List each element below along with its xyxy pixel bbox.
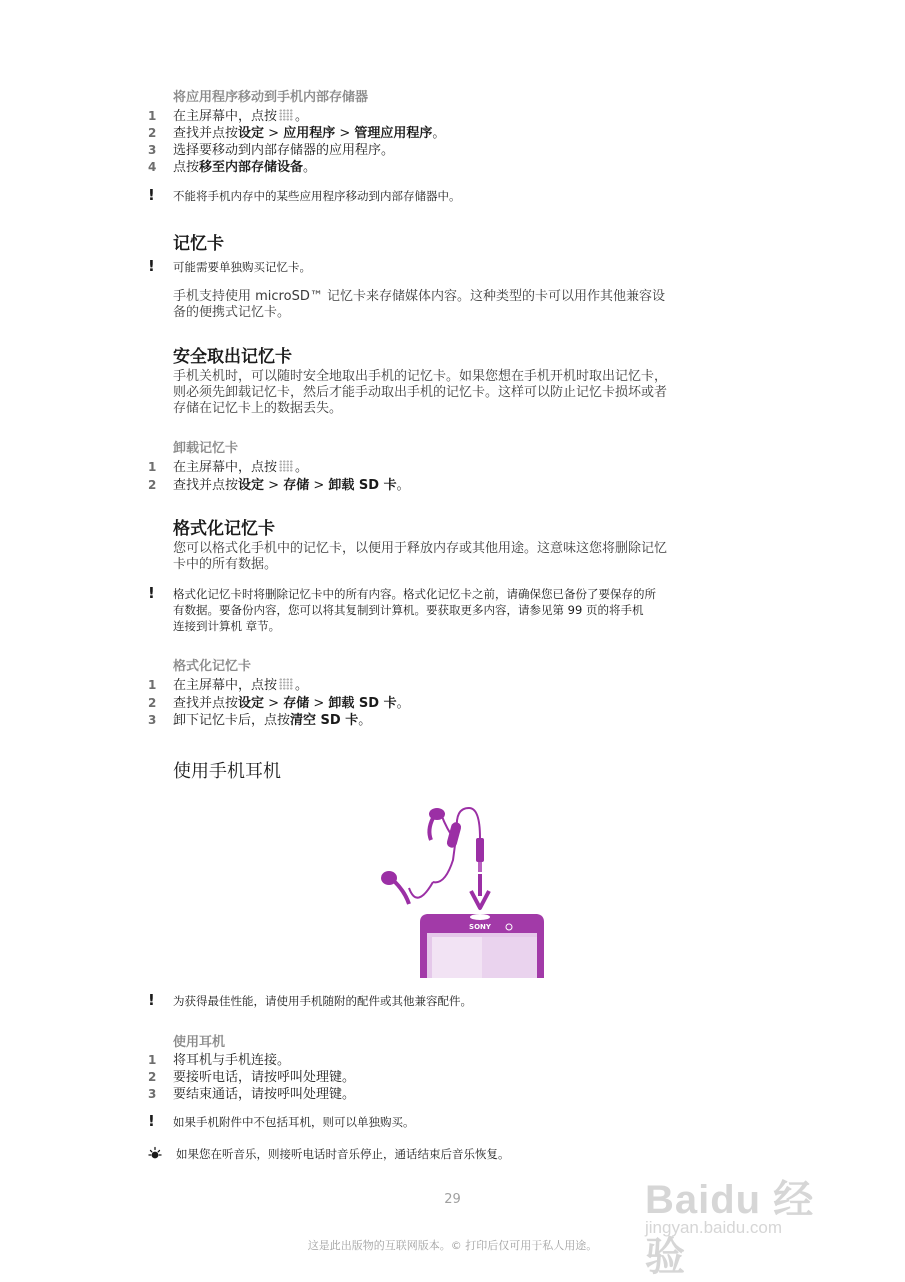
menu-path-item: 卸载 SD 卡: [328, 696, 397, 711]
watermark-url: jingyan.baidu.com: [645, 1218, 783, 1237]
step: [148, 459, 308, 476]
step-text-end: 。: [396, 696, 410, 711]
step: [148, 477, 410, 494]
note-text: [173, 586, 656, 634]
tip-text: 如果您在听音乐，则接听电话时音乐停止，通话结束后音乐恢复。: [176, 1147, 510, 1161]
step-text-end: 。: [295, 678, 309, 693]
paragraph-line: 存储在记忆卡上的数据丢失。: [173, 401, 343, 416]
headset-jack-port: [470, 914, 490, 920]
path-separator: >: [264, 478, 284, 493]
step-text-end: 。: [303, 160, 317, 175]
note-line: 连接到计算机 章节。: [173, 619, 281, 633]
step-number: 3: [148, 143, 157, 157]
baidu-watermark: [645, 1168, 845, 1279]
paragraph: [173, 289, 665, 321]
step-number: 2: [148, 696, 157, 710]
step: [148, 142, 394, 159]
step-text: 选择要移动到内部存储器的应用程序。: [173, 143, 395, 158]
phone-brand-label: SONY: [469, 923, 491, 931]
footer-notice: 这是此出版物的互联网版本。© 打印后仅可用于私人用途。: [307, 1239, 598, 1252]
note: [148, 259, 748, 275]
step-text: 查找并点按: [173, 696, 239, 711]
step-text: 将耳机与手机连接。: [173, 1053, 291, 1068]
step-text: 点按: [173, 160, 200, 175]
note: [148, 188, 748, 204]
path-separator: >: [335, 126, 355, 141]
step-text: 在主屏幕中，点按: [173, 678, 278, 693]
paragraph-line: 则必须先卸载记忆卡，然后才能手动取出手机的记忆卡。这样可以防止记忆卡损坏或者: [173, 385, 668, 400]
note-text: 如果手机附件中不包括耳机，则可以单独购买。: [173, 1115, 415, 1129]
paragraph-line: 手机支持使用 microSD™ 记忆卡来存储媒体内容。这种类型的卡可以用作其他兼容设: [173, 289, 665, 304]
exclamation-icon: !: [148, 584, 155, 602]
headset-remote: [446, 821, 462, 849]
step-text: 在主屏幕中，点按: [173, 109, 278, 124]
path-separator: >: [264, 126, 284, 141]
menu-path-item: 卸载 SD 卡: [328, 478, 397, 493]
paragraph-line: 手机关机时，可以随时安全地取出手机的记忆卡。如果您想在手机开机时取出记忆卡，: [173, 369, 668, 384]
step-number: 3: [148, 713, 157, 727]
note-text: 为获得最佳性能，请使用手机随附的配件或其他兼容配件。: [173, 994, 472, 1008]
step: [148, 695, 410, 712]
exclamation-icon: !: [148, 257, 155, 275]
exclamation-icon: !: [148, 1112, 155, 1130]
step-text-end: 。: [295, 460, 309, 475]
step-number: 2: [148, 1070, 157, 1084]
step-text: 在主屏幕中，点按: [173, 460, 278, 475]
step-text-end: 。: [295, 109, 309, 124]
section-heading: 记忆卡: [173, 234, 224, 254]
step-text-end: 。: [432, 126, 446, 141]
note-text: 可能需要单独购买记忆卡。: [173, 260, 311, 274]
step-text-end: 。: [358, 713, 372, 728]
step-text: 查找并点按: [173, 126, 239, 141]
menu-path-item: 设定: [238, 126, 265, 141]
menu-path-item: 应用程序: [283, 126, 336, 141]
watermark-brand: Baidu 经验: [645, 1178, 815, 1279]
paragraph-line: 卡中的所有数据。: [173, 557, 278, 572]
step: [148, 712, 371, 729]
procedure-title: 格式化记忆卡: [173, 659, 252, 674]
step-text: 卸下记忆卡后，点按: [173, 713, 291, 728]
section-heading: 安全取出记忆卡: [173, 347, 292, 367]
apps-grid-icon: [279, 460, 293, 472]
step: [148, 108, 308, 125]
paragraph-line: 您可以格式化手机中的记忆卡，以便用于释放内存或其他用途。这意味这您将删除记忆: [173, 541, 668, 556]
chapter-heading: 使用手机耳机: [173, 761, 281, 782]
note: [148, 586, 768, 634]
lightbulb-icon: [147, 1146, 163, 1162]
note-text: 不能将手机内存中的某些应用程序移动到内部存储器中。: [173, 189, 461, 203]
step-text: 查找并点按: [173, 478, 239, 493]
step: [148, 1052, 290, 1069]
tip: [176, 1146, 776, 1162]
paragraph: [173, 541, 667, 573]
menu-path-item: 存储: [283, 478, 310, 493]
step-number: 3: [148, 1087, 157, 1101]
step-number: 1: [148, 460, 157, 474]
phone-screen-panel: [482, 937, 537, 978]
menu-path-item: 设定: [238, 478, 265, 493]
note-line: 格式化记忆卡时将删除记忆卡中的所有内容。格式化记忆卡之前，请确保您已备份了要保存的所: [173, 587, 656, 601]
note: [148, 993, 748, 1009]
procedure-title: 使用耳机: [173, 1035, 226, 1050]
apps-grid-icon: [279, 678, 293, 690]
step-number: 1: [148, 678, 157, 692]
menu-path-item: 设定: [238, 696, 265, 711]
note: [148, 1114, 748, 1130]
phone-screen-panel: [432, 937, 482, 978]
step: [148, 1069, 355, 1086]
path-separator: >: [264, 696, 284, 711]
menu-path-item: 清空 SD 卡: [290, 713, 359, 728]
headset-plug: [476, 838, 484, 862]
menu-path-item: 管理应用程序: [354, 126, 433, 141]
step-number: 4: [148, 160, 157, 174]
step-number: 1: [148, 109, 157, 123]
note-line: 有数据。要备份内容，您可以将其复制到计算机。要获取更多内容，请参见第 99 页的将手机: [173, 603, 644, 617]
step-number: 1: [148, 1053, 157, 1067]
procedure-title: 将应用程序移动到手机内部存储器: [173, 90, 369, 105]
step: [148, 159, 316, 176]
step: [148, 125, 445, 142]
path-separator: >: [309, 478, 329, 493]
step-number: 2: [148, 126, 157, 140]
step-text: 要接听电话，请按呼叫处理键。: [173, 1070, 356, 1085]
step-number: 2: [148, 478, 157, 492]
paragraph: [173, 369, 667, 417]
step-text-end: 。: [396, 478, 410, 493]
headset-illustration: [375, 800, 550, 978]
menu-path-item: 移至内部存储设备: [199, 160, 304, 175]
exclamation-icon: !: [148, 991, 155, 1009]
step: [148, 677, 308, 694]
procedure-title: 卸载记忆卡: [173, 441, 239, 456]
exclamation-icon: !: [148, 186, 155, 204]
apps-grid-icon: [279, 109, 293, 121]
step: [148, 1086, 355, 1103]
path-separator: >: [309, 696, 329, 711]
section-heading: 格式化记忆卡: [173, 519, 275, 539]
paragraph-line: 备的便携式记忆卡。: [173, 305, 291, 320]
menu-path-item: 存储: [283, 696, 310, 711]
step-text: 要结束通话，请按呼叫处理键。: [173, 1087, 356, 1102]
page-number: 29: [444, 1192, 461, 1207]
